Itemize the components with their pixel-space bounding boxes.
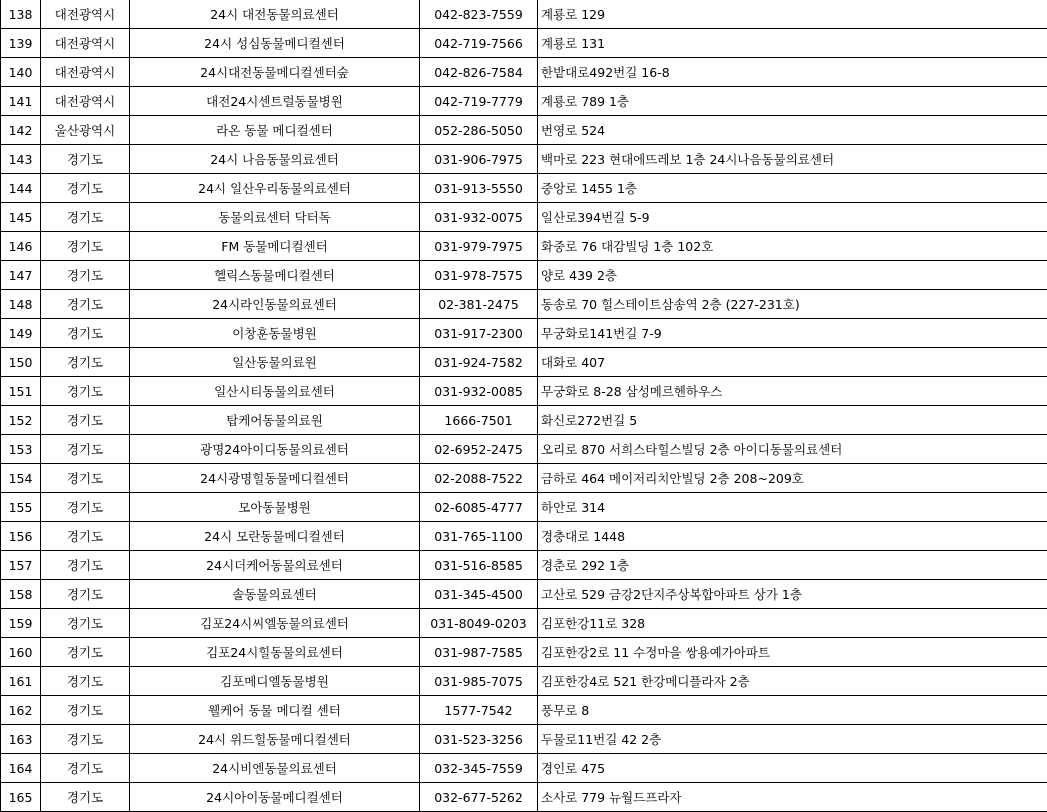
phone-cell: 02-2088-7522 (420, 464, 538, 493)
row-number: 161 (1, 667, 41, 696)
row-number: 150 (1, 348, 41, 377)
row-number: 140 (1, 58, 41, 87)
phone-cell: 031-978-7575 (420, 261, 538, 290)
hospital-name-cell: 솔동물의료센터 (130, 580, 420, 609)
hospital-name-cell: 24시더케어동물의료센터 (130, 551, 420, 580)
address-cell: 소사로 779 뉴월드프라자 (538, 783, 1047, 812)
address-cell: 금하로 464 메이저리치안빌딩 2층 208~209호 (538, 464, 1047, 493)
address-cell: 김포한강4로 521 한강메디플라자 2층 (538, 667, 1047, 696)
hospital-name-cell: 24시 대전동물의료센터 (130, 0, 420, 29)
table-row (1, 87, 1047, 116)
phone-cell: 031-985-7075 (420, 667, 538, 696)
address-cell: 백마로 223 현대에뜨레보 1층 24시나음동물의료센터 (538, 145, 1047, 174)
region-cell: 경기도 (41, 580, 130, 609)
row-number: 152 (1, 406, 41, 435)
row-number: 165 (1, 783, 41, 812)
table-row (1, 667, 1047, 696)
phone-cell: 031-917-2300 (420, 319, 538, 348)
phone-cell: 031-8049-0203 (420, 609, 538, 638)
phone-cell: 031-345-4500 (420, 580, 538, 609)
address-cell: 일산로394번길 5-9 (538, 203, 1047, 232)
address-cell: 오리로 870 서희스타힐스빌딩 2층 아이디동물의료센터 (538, 435, 1047, 464)
hospital-name-cell: 일산시티동물의료센터 (130, 377, 420, 406)
region-cell: 경기도 (41, 319, 130, 348)
address-cell: 한밭대로492번길 16-8 (538, 58, 1047, 87)
region-cell: 경기도 (41, 754, 130, 783)
table-row (1, 783, 1047, 812)
table-row (1, 348, 1047, 377)
row-number: 164 (1, 754, 41, 783)
hospital-name-cell: 대전24시센트럴동물병원 (130, 87, 420, 116)
row-number: 157 (1, 551, 41, 580)
hospital-name-cell: 24시대전동물메디컬센터숲 (130, 58, 420, 87)
table-row (1, 406, 1047, 435)
address-cell: 대화로 407 (538, 348, 1047, 377)
region-cell: 경기도 (41, 551, 130, 580)
table-row (1, 522, 1047, 551)
row-number: 154 (1, 464, 41, 493)
address-cell: 무궁화로141번길 7-9 (538, 319, 1047, 348)
row-number: 160 (1, 638, 41, 667)
row-number: 156 (1, 522, 41, 551)
region-cell: 경기도 (41, 406, 130, 435)
address-cell: 번영로 524 (538, 116, 1047, 145)
hospital-name-cell: 24시비엔동물의료센터 (130, 754, 420, 783)
region-cell: 경기도 (41, 725, 130, 754)
row-number: 155 (1, 493, 41, 522)
phone-cell: 032-345-7559 (420, 754, 538, 783)
row-number: 151 (1, 377, 41, 406)
phone-cell: 052-286-5050 (420, 116, 538, 145)
address-cell: 고산로 529 금강2단지주상복합아파트 상가 1층 (538, 580, 1047, 609)
region-cell: 경기도 (41, 667, 130, 696)
row-number: 158 (1, 580, 41, 609)
hospital-name-cell: 탑케어동물의료원 (130, 406, 420, 435)
hospital-name-cell: FM 동물메디컬센터 (130, 232, 420, 261)
hospital-name-cell: 24시 나음동물의료센터 (130, 145, 420, 174)
address-cell: 경춘로 292 1층 (538, 551, 1047, 580)
hospital-name-cell: 모아동물병원 (130, 493, 420, 522)
hospital-name-cell: 24시 성심동물메디컬센터 (130, 29, 420, 58)
region-cell: 경기도 (41, 493, 130, 522)
phone-cell: 031-924-7582 (420, 348, 538, 377)
address-cell: 경인로 475 (538, 754, 1047, 783)
row-number: 162 (1, 696, 41, 725)
hospital-name-cell: 이창훈동물병원 (130, 319, 420, 348)
hospital-name-cell: 일산동물의료원 (130, 348, 420, 377)
address-cell: 김포한강2로 11 수정마을 쌍용예가아파트 (538, 638, 1047, 667)
region-cell: 대전광역시 (41, 58, 130, 87)
region-cell: 경기도 (41, 290, 130, 319)
address-cell: 풍무로 8 (538, 696, 1047, 725)
phone-cell: 042-826-7584 (420, 58, 538, 87)
row-number: 146 (1, 232, 41, 261)
hospital-name-cell: 24시라인동물의료센터 (130, 290, 420, 319)
table-row (1, 377, 1047, 406)
phone-cell: 031-932-0085 (420, 377, 538, 406)
table-row (1, 0, 1047, 29)
address-cell: 화중로 76 대감빌딩 1층 102호 (538, 232, 1047, 261)
phone-cell: 042-719-7779 (420, 87, 538, 116)
table-row (1, 261, 1047, 290)
row-number: 142 (1, 116, 41, 145)
phone-cell: 042-719-7566 (420, 29, 538, 58)
row-number: 153 (1, 435, 41, 464)
address-cell: 김포한강11로 328 (538, 609, 1047, 638)
table-row (1, 725, 1047, 754)
hospital-name-cell: 24시 일산우리동물의료센터 (130, 174, 420, 203)
hospital-name-cell: 24시 모란동물메디컬센터 (130, 522, 420, 551)
phone-cell: 031-932-0075 (420, 203, 538, 232)
phone-cell: 02-6085-4777 (420, 493, 538, 522)
phone-cell: 031-516-8585 (420, 551, 538, 580)
row-number: 163 (1, 725, 41, 754)
table-row (1, 116, 1047, 145)
row-number: 148 (1, 290, 41, 319)
address-cell: 양로 439 2층 (538, 261, 1047, 290)
region-cell: 경기도 (41, 435, 130, 464)
region-cell: 경기도 (41, 145, 130, 174)
table-row (1, 464, 1047, 493)
hospital-name-cell: 김포24시힐동물의료센터 (130, 638, 420, 667)
table-row (1, 754, 1047, 783)
phone-cell: 02-6952-2475 (420, 435, 538, 464)
table-row (1, 580, 1047, 609)
region-cell: 경기도 (41, 638, 130, 667)
address-cell: 계룡로 131 (538, 29, 1047, 58)
phone-cell: 02-381-2475 (420, 290, 538, 319)
address-cell: 경충대로 1448 (538, 522, 1047, 551)
table-row (1, 174, 1047, 203)
address-cell: 계룡로 789 1층 (538, 87, 1047, 116)
row-number: 159 (1, 609, 41, 638)
hospital-name-cell: 웰케어 동물 메디컬 센터 (130, 696, 420, 725)
phone-cell: 031-979-7975 (420, 232, 538, 261)
row-number: 147 (1, 261, 41, 290)
region-cell: 경기도 (41, 232, 130, 261)
hospital-name-cell: 라온 동물 메디컬센터 (130, 116, 420, 145)
region-cell: 경기도 (41, 609, 130, 638)
table-body (1, 0, 1047, 812)
phone-cell: 031-913-5550 (420, 174, 538, 203)
hospital-name-cell: 24시광명힐동물메디컬센터 (130, 464, 420, 493)
phone-cell: 031-987-7585 (420, 638, 538, 667)
hospital-name-cell: 김포24시씨엘동물의료센터 (130, 609, 420, 638)
region-cell: 대전광역시 (41, 29, 130, 58)
phone-cell: 031-523-3256 (420, 725, 538, 754)
table-row (1, 29, 1047, 58)
region-cell: 경기도 (41, 696, 130, 725)
table-row (1, 493, 1047, 522)
row-number: 141 (1, 87, 41, 116)
table-row (1, 609, 1047, 638)
hospital-name-cell: 김포메디엘동물병원 (130, 667, 420, 696)
table-row (1, 58, 1047, 87)
address-cell: 무궁화로 8-28 삼성메르헨하우스 (538, 377, 1047, 406)
hospital-name-cell: 헬릭스동물메디컬센터 (130, 261, 420, 290)
region-cell: 경기도 (41, 522, 130, 551)
row-number: 145 (1, 203, 41, 232)
phone-cell: 031-765-1100 (420, 522, 538, 551)
region-cell: 경기도 (41, 783, 130, 812)
region-cell: 대전광역시 (41, 0, 130, 29)
row-number: 139 (1, 29, 41, 58)
hospital-name-cell: 24시아이동물메디컬센터 (130, 783, 420, 812)
region-cell: 경기도 (41, 377, 130, 406)
address-cell: 두물로11번길 42 2층 (538, 725, 1047, 754)
table-row (1, 145, 1047, 174)
region-cell: 울산광역시 (41, 116, 130, 145)
row-number: 144 (1, 174, 41, 203)
region-cell: 경기도 (41, 464, 130, 493)
hospital-name-cell: 24시 위드힐동물메디컬센터 (130, 725, 420, 754)
region-cell: 경기도 (41, 203, 130, 232)
region-cell: 대전광역시 (41, 87, 130, 116)
address-cell: 화신로272번길 5 (538, 406, 1047, 435)
table-row (1, 551, 1047, 580)
row-number: 143 (1, 145, 41, 174)
table-row (1, 319, 1047, 348)
address-cell: 계룡로 129 (538, 0, 1047, 29)
row-number: 138 (1, 0, 41, 29)
phone-cell: 1666-7501 (420, 406, 538, 435)
phone-cell: 032-677-5262 (420, 783, 538, 812)
region-cell: 경기도 (41, 261, 130, 290)
region-cell: 경기도 (41, 174, 130, 203)
region-cell: 경기도 (41, 348, 130, 377)
address-cell: 동송로 70 힐스테이트삼송역 2층 (227-231호) (538, 290, 1047, 319)
row-number: 149 (1, 319, 41, 348)
hospital-name-cell: 동물의료센터 닥터독 (130, 203, 420, 232)
table-row (1, 203, 1047, 232)
table-row (1, 232, 1047, 261)
hospital-name-cell: 광명24아이디동물의료센터 (130, 435, 420, 464)
table-row (1, 290, 1047, 319)
table-row (1, 638, 1047, 667)
phone-cell: 042-823-7559 (420, 0, 538, 29)
table-row (1, 435, 1047, 464)
phone-cell: 1577-7542 (420, 696, 538, 725)
address-cell: 하안로 314 (538, 493, 1047, 522)
phone-cell: 031-906-7975 (420, 145, 538, 174)
table-row (1, 696, 1047, 725)
address-cell: 중앙로 1455 1층 (538, 174, 1047, 203)
